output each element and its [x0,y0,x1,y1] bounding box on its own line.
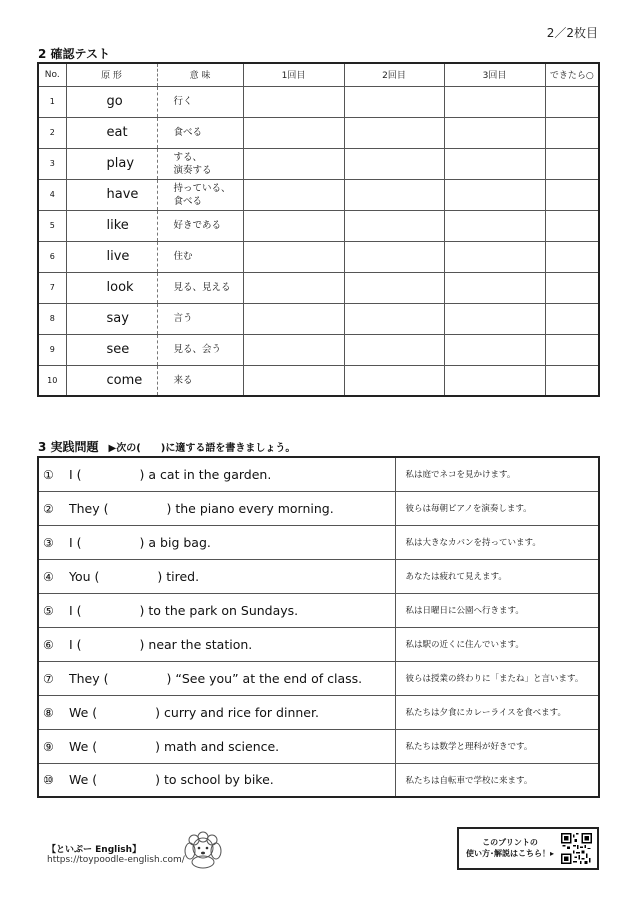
meaning [157,210,243,241]
question-sentence [38,661,395,695]
japanese-translation: 私たちは数学と理科が好きです。 [395,729,599,763]
meaning-line: 見る、見える [173,282,231,293]
done-check-cell[interactable] [545,272,599,303]
attempt-1-cell[interactable] [243,303,344,334]
header-attempt-3: 3回目 [444,63,545,86]
attempt-3-cell[interactable] [444,365,545,396]
row-number: 10 [38,365,66,396]
table-row [38,303,599,334]
attempt-2-cell[interactable] [344,365,444,396]
meaning-line: 来る [173,374,193,386]
question-row [38,763,599,797]
japanese-translation: あなたは疲れて見えます。 [395,559,599,593]
header-attempt-1: 1回目 [243,63,344,86]
meaning-line: 持っている、 [173,182,231,194]
question-sentence [38,593,395,627]
sentence-start: I ( [69,602,82,618]
sentence-end: ) near the station. [139,636,253,652]
question-number: ⑨ [43,739,54,754]
base-form: play [66,148,157,179]
question-row [38,729,599,763]
attempt-3-cell[interactable] [444,210,545,241]
attempt-1-cell[interactable] [243,365,344,396]
table-row [38,117,599,148]
poodle-mascot-icon [180,830,226,870]
japanese-translation: 私たちは夕食にカレーライスを食べます。 [395,695,599,729]
attempt-2-cell[interactable] [344,148,444,179]
base-form: live [66,241,157,272]
row-number: 7 [38,272,66,303]
done-check-cell[interactable] [545,241,599,272]
row-number: 4 [38,179,66,210]
attempt-2-cell[interactable] [344,210,444,241]
header-meaning: 意 味 [157,63,243,86]
attempt-2-cell[interactable] [344,334,444,365]
question-row [38,457,599,491]
attempt-3-cell[interactable] [444,117,545,148]
meaning-line: 演奏する [173,164,212,176]
question-number: ⑩ [43,773,54,788]
base-form: look [66,272,157,303]
table-row [38,365,599,396]
row-number: 6 [38,241,66,272]
meaning [157,117,243,148]
question-number: ⑤ [43,603,54,618]
table-row [38,334,599,365]
table-row [38,210,599,241]
attempt-1-cell[interactable] [243,210,344,241]
meaning [157,179,243,210]
sentence-start: They ( [69,670,109,686]
attempt-3-cell[interactable] [444,334,545,365]
question-row [38,695,599,729]
row-number: 3 [38,148,66,179]
table-row [38,179,599,210]
question-number: ④ [43,569,54,584]
header-done: できたら○ [545,63,599,86]
question-sentence [38,559,395,593]
sentence-start: We ( [69,738,98,754]
done-check-cell[interactable] [545,210,599,241]
section3-title [38,438,295,455]
meaning [157,86,243,117]
table-row [38,86,599,117]
meaning-line: 見る、会う [173,344,222,355]
question-sentence [38,695,395,729]
attempt-2-cell[interactable] [344,303,444,334]
attempt-1-cell[interactable] [243,117,344,148]
practice-table [37,456,600,798]
base-form: go [66,86,157,117]
sentence-end: ) “See you” at the end of class. [166,670,363,686]
done-check-cell[interactable] [545,303,599,334]
table-header-row [38,63,599,86]
question-number: ⑧ [43,705,54,720]
header-attempt-2: 2回目 [344,63,444,86]
meaning [157,334,243,365]
sentence-start: I ( [69,534,82,550]
meaning-line: 食べる [173,195,203,207]
meaning [157,241,243,272]
base-form: like [66,210,157,241]
section3-title-text: 3 実践問題 [38,440,99,454]
sentence-end: ) a big bag. [139,534,211,550]
question-sentence [38,627,395,661]
brand-name: 【といぷー English】 [47,845,142,855]
attempt-3-cell[interactable] [444,179,545,210]
header-no: No. [38,63,66,86]
attempt-1-cell[interactable] [243,179,344,210]
attempt-2-cell[interactable] [344,86,444,117]
sentence-start: You ( [69,568,100,584]
attempt-2-cell[interactable] [344,117,444,148]
meaning-line: する、 [173,151,203,163]
japanese-translation: 私たちは自転車で学校に来ます。 [395,763,599,797]
question-number: ③ [43,535,54,550]
meaning-line: 行く [173,96,193,107]
sentence-end: ) curry and rice for dinner. [155,704,319,720]
question-sentence [38,729,395,763]
question-row [38,559,599,593]
base-form: see [66,334,157,365]
question-row [38,627,599,661]
base-form: say [66,303,157,334]
question-sentence [38,457,395,491]
base-form: eat [66,117,157,148]
question-row [38,593,599,627]
sentence-start: We ( [69,704,98,720]
row-number: 2 [38,117,66,148]
sentence-end: ) tired. [157,568,200,584]
question-number: ② [43,501,54,516]
sentence-end: ) a cat in the garden. [139,466,272,482]
base-form: have [66,179,157,210]
sentence-start: I ( [69,466,82,482]
question-row [38,491,599,525]
info-line-2: 使い方･解説はこちら！▸ [465,849,554,858]
question-sentence [38,525,395,559]
explanation-link-box[interactable] [457,827,599,870]
attempt-2-cell[interactable] [344,272,444,303]
sentence-end: ) the piano every morning. [166,500,334,516]
question-sentence [38,763,395,797]
header-base-form: 原 形 [66,63,157,86]
attempt-1-cell[interactable] [243,272,344,303]
attempt-3-cell[interactable] [444,148,545,179]
sentence-end: ) to the park on Sundays. [139,602,299,618]
question-number: ① [43,467,54,482]
question-number: ⑥ [43,637,54,652]
vocab-test-table [37,62,600,397]
attempt-1-cell[interactable] [243,148,344,179]
done-check-cell[interactable] [545,86,599,117]
done-check-cell[interactable] [545,148,599,179]
question-number: ⑦ [43,671,54,686]
page-number: 2／2枚目 [546,26,598,40]
attempt-3-cell[interactable] [444,86,545,117]
done-check-cell[interactable] [545,117,599,148]
row-number: 5 [38,210,66,241]
table-row [38,241,599,272]
attempt-3-cell[interactable] [444,272,545,303]
meaning-line: 言う [173,313,193,324]
table-row [38,272,599,303]
done-check-cell[interactable] [545,365,599,396]
row-number: 8 [38,303,66,334]
info-line-1: このプリントの [482,838,538,847]
attempt-3-cell[interactable] [444,241,545,272]
attempt-1-cell[interactable] [243,86,344,117]
sentence-end: ) to school by bike. [155,772,274,788]
attempt-2-cell[interactable] [344,179,444,210]
meaning [157,365,243,396]
meaning [157,148,243,179]
row-number: 9 [38,334,66,365]
japanese-translation: 私は庭でネコを見かけます。 [395,457,599,491]
meaning [157,272,243,303]
site-url[interactable]: https://toypoodle-english.com/ [47,855,185,865]
done-check-cell[interactable] [545,179,599,210]
meaning-line: 食べる [173,127,203,138]
meaning [157,303,243,334]
sentence-end: ) math and science. [155,738,280,754]
section2-title: 2 確認テスト [38,47,111,61]
japanese-translation: 彼らは毎朝ピアノを演奏します。 [395,491,599,525]
base-form: come [66,365,157,396]
row-number: 1 [38,86,66,117]
section3-instruction: ▶次の( )に適する語を書きましょう。 [108,443,296,454]
qr-code-icon[interactable] [561,833,592,864]
japanese-translation: 彼らは授業の終わりに「またね」と言います。 [395,661,599,695]
done-check-cell[interactable] [545,334,599,365]
attempt-1-cell[interactable] [243,334,344,365]
japanese-translation: 私は日曜日に公園へ行きます。 [395,593,599,627]
meaning-line: 住む [173,251,193,262]
meaning-line: 好きである [173,220,222,231]
question-sentence [38,491,395,525]
table-row [38,148,599,179]
question-row [38,661,599,695]
sentence-start: We ( [69,772,98,788]
attempt-2-cell[interactable] [344,241,444,272]
attempt-1-cell[interactable] [243,241,344,272]
explanation-link-text [465,837,555,859]
japanese-translation: 私は大きなカバンを持っています。 [395,525,599,559]
sentence-start: They ( [69,500,109,516]
japanese-translation: 私は駅の近くに住んでいます。 [395,627,599,661]
sentence-start: I ( [69,636,82,652]
attempt-3-cell[interactable] [444,303,545,334]
question-row [38,525,599,559]
